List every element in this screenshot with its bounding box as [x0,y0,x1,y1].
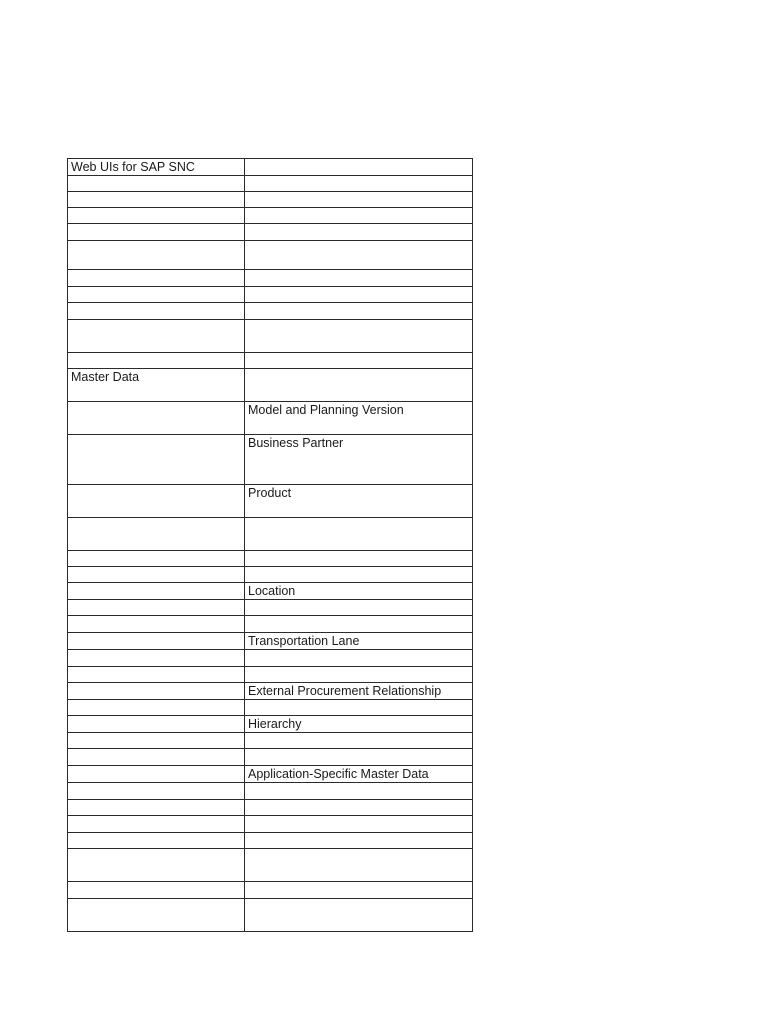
table-cell-item [245,816,473,833]
table-cell-label [68,551,245,567]
table-cell-label [68,583,245,600]
table-cell-item: Product [245,485,473,518]
table-cell-label [68,833,245,849]
table-cell-item [245,192,473,208]
table-row [68,816,473,833]
table-row [68,633,473,650]
table-cell-label [68,616,245,633]
table-row [68,551,473,567]
table-row [68,241,473,270]
table-row [68,583,473,600]
table-cell-item [245,208,473,224]
table-row [68,616,473,633]
table-row [68,849,473,882]
table-row [68,287,473,303]
table-cell-label [68,716,245,733]
table-cell-item [245,833,473,849]
table-cell-label [68,208,245,224]
table-cell-item [245,783,473,800]
table-cell-item [245,551,473,567]
table-row [68,402,473,435]
table-cell-item [245,303,473,320]
table-cell-item [245,353,473,369]
table-row [68,833,473,849]
table-row [68,208,473,224]
table-cell-label [68,766,245,783]
table-cell-label [68,402,245,435]
table-cell-label [68,733,245,749]
table-row [68,783,473,800]
spreadsheet-body [68,159,473,932]
table-row [68,435,473,485]
table-row [68,600,473,616]
table-row [68,882,473,899]
table-cell-label [68,633,245,650]
table-cell-label [68,224,245,241]
table-cell-item [245,667,473,683]
table-row [68,320,473,353]
table-cell-item [245,899,473,932]
table-row [68,650,473,667]
table-row [68,800,473,816]
table-cell-item: Model and Planning Version [245,402,473,435]
table-row [68,176,473,192]
table-cell-label [68,800,245,816]
table-row [68,667,473,683]
table-row [68,518,473,551]
table-cell-label [68,270,245,287]
table-cell-label [68,303,245,320]
table-cell-label [68,567,245,583]
table-row [68,567,473,583]
table-cell-item [245,800,473,816]
table-cell-item [245,241,473,270]
table-cell-item [245,369,473,402]
table-cell-item [245,616,473,633]
table-cell-label [68,667,245,683]
table-cell-item: Location [245,583,473,600]
table-cell-label [68,320,245,353]
table-row [68,192,473,208]
table-cell-label [68,783,245,800]
table-cell-item [245,518,473,551]
table-cell-item [245,270,473,287]
table-row [68,733,473,749]
table-cell-item: Hierarchy [245,716,473,733]
spreadsheet-table [67,158,473,932]
table-cell-label [68,600,245,616]
table-cell-label [68,192,245,208]
table-cell-item [245,176,473,192]
table-row [68,270,473,287]
table-cell-item: Transportation Lane [245,633,473,650]
table-row [68,899,473,932]
table-cell-item [245,849,473,882]
table-cell-label: Master Data [68,369,245,402]
table-cell-label [68,849,245,882]
table-row [68,749,473,766]
table-cell-label [68,518,245,551]
table-cell-label [68,816,245,833]
table-row [68,700,473,716]
table-cell-item [245,700,473,716]
table-cell-item: Business Partner [245,435,473,485]
table-cell-item: Application-Specific Master Data [245,766,473,783]
table-cell-item [245,882,473,899]
table-cell-label [68,683,245,700]
table-row [68,716,473,733]
table-cell-label [68,882,245,899]
table-cell-label [68,241,245,270]
table-cell-label [68,650,245,667]
table-cell-label [68,700,245,716]
table-cell-item [245,600,473,616]
table-cell-label [68,287,245,303]
table-cell-label: Web UIs for SAP SNC [68,159,245,176]
table-cell-item: External Procurement Relationship [245,683,473,700]
table-cell-label [68,435,245,485]
table-cell-item [245,320,473,353]
table-row [68,683,473,700]
table-cell-item [245,650,473,667]
table-cell-item [245,749,473,766]
table-row [68,303,473,320]
table-cell-item [245,224,473,241]
table-row [68,766,473,783]
table-cell-item [245,159,473,176]
table-cell-label [68,749,245,766]
table-cell-label [68,353,245,369]
table-cell-item [245,287,473,303]
table-row [68,369,473,402]
table-cell-label [68,176,245,192]
table-row [68,224,473,241]
table-row [68,159,473,176]
table-row [68,353,473,369]
table-cell-item [245,733,473,749]
table-cell-label [68,485,245,518]
table-cell-item [245,567,473,583]
table-cell-label [68,899,245,932]
table-row [68,485,473,518]
